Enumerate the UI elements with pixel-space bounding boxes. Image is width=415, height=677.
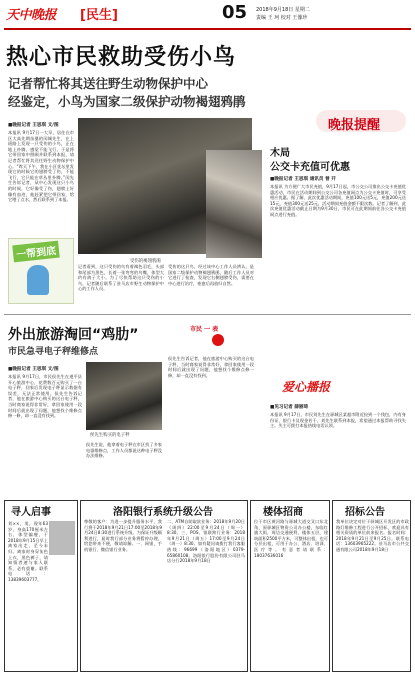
side-graphic xyxy=(8,238,74,304)
alert-title: 晚报提醒 xyxy=(328,118,381,133)
middle-photo-caption: 侯先生购买的电子秤 xyxy=(90,433,130,438)
middle-photo-scale xyxy=(86,362,162,430)
love-body: 本报讯 9月17日，市民刘先生在驿城区某超市附近捡到一个钱包，内有身份证、银行卡及现金若干，刘先生联系到本报，希望通过本报帮助寻找失主。失主可拨打本报热线电话认领。 xyxy=(270,412,406,429)
lead-byline: ■晚报记者 王思琪 文/图 xyxy=(8,123,59,128)
masthead-logo: 天中晚报 xyxy=(6,8,57,23)
section-divider xyxy=(4,314,411,315)
lead-photo-person xyxy=(206,150,262,258)
ad-recruit-title: 招标公告 xyxy=(345,507,385,518)
ad-missing-person xyxy=(4,500,78,672)
issue-date: 2018年9月18日 星期二 xyxy=(256,7,310,13)
lead-subhead-1: 记者帮忙将其送往野生动物保护中心 xyxy=(8,76,209,91)
figure-icon xyxy=(27,265,49,295)
middle-body-col2: 侯先生说，他拿着电子秤在市区找了多家电器维修点，工作人员都说这种电子秤没办法维修。 xyxy=(86,442,162,459)
ad-missing-title: 寻人启事 xyxy=(11,507,51,518)
side-graphic-label: 一帮到底 xyxy=(12,241,60,263)
lead-body-col3: 受伤的这只鸟，经过该中心工作人员辨认，是国家二级保护动物褐翅鸦鹃，随后工作人员对它进行了检查，发现它右侧翅膀受伤，需要在中心进行治疗，痊愈后再放归自然。 xyxy=(168,264,254,286)
ad-bank-body-left: 尊敬的客户：为进一步提升服务水平，我行将于2018年9月21日17:00至2018年9月24日8:30进行系统升级。为保证升级顺利进行，届时我行部分业务将暂停办理，给您带来不便，敬请谅解。一、网银、手机银行、微信银行业务。 xyxy=(84,519,162,552)
section-label: [民生] xyxy=(80,8,118,23)
editor-line: 责编 王 珂 校对 王豫珍 xyxy=(256,15,308,21)
love-title: 爱心播报 xyxy=(282,380,331,394)
alert-byline: ■晚报记者 王思琪 通讯员 曾 开 xyxy=(270,177,336,182)
love-box xyxy=(266,378,410,498)
missing-person-photo xyxy=(49,521,75,555)
lead-photo-caption: 受伤的褐翅鸦鹃 xyxy=(130,259,161,264)
alert-subhead: 公交卡充值可优惠 xyxy=(270,162,350,173)
ad-building-body: 位于市区黄河路与驿城大道交叉口东北角，原驿城区物资公司办公楼，东临红旗大街，周边交通便利，楼体五层，建筑面积2500平方米，可整体出租，也可分层出租，可用于办公、酒店、培训、医疗等。有意者请联系：18037636016 xyxy=(254,519,328,558)
lead-subhead-2: 经鉴定，小鸟为国家二级保护动物褐翅鸦鹃 xyxy=(8,94,246,109)
middle-headline: 外出旅游淘回“鸡肋” xyxy=(8,327,139,343)
ad-missing-body: 刘××，男，现年63岁，身高170厘米左右，体型偏瘦，于2018年9月15日早上离家出走，至今未归。离家时身穿灰色上衣，黑色裤子，请知情者速与家人联系，必有重谢。联系电话：13839603777。 xyxy=(8,521,48,582)
middle-body-col1: 本报讯 9月17日，市民侯先生在遂平县开心旅游中心，花费数百元购买了一台电子秤，回家后发现电子秤显示数据有误差，无法正常使用。侯先生告诉记者，他在旅游中心购买的这台电子秤，当时商家说得非常好，拿回家使用一段时间后就出现了问题，他想找个维修点修一修，却一直没有找到。 xyxy=(8,374,82,419)
lead-body-col2: 记者看到，这只受伤的鸟有着褐色羽毛，头部和尾部为黑色，长着一张弯弯的鸟嘴，体型大约有鸽子大小。为了尽快帮助这只受伤的小鸟，记者随后联系了驻马店市野生动物保护中心的工作人员。 xyxy=(78,264,164,292)
page-number: 05 xyxy=(222,2,248,23)
ad-bank-body-right: 二、ATM自助取款业务：2018年9月20日（周四）22:00至9月24日（周一）8:30。三、POS、银联跨行业务：2018年9月21日（周五）17:00至9月24日（周一）8:30。如有疑问请拨打我行客服热线：96699（洛阳地区）0379-65860108。洛阳银行股份有限公司驻马店分行2018年9月18日 xyxy=(167,519,245,564)
love-byline: ■见习记者 薛丽琦 xyxy=(270,405,309,410)
alert-body: 本报讯 为方便广大市民充值，9月17日起，市公交公司推出公交卡充值优惠活动，市民在活动期间到公交公司各充值网点为公交卡充值时，可享受相应优惠。据了解，此次优惠活动期间，充值100元送5元，充值200元送15元，充值300元送25元，活动期间充值金额不限次数。记者了解到，此次充值优惠活动截止日期为9月30日，市民可在此期间前往各公交卡充值网点进行充值。 xyxy=(270,184,406,217)
middle-body-col3: 侯先生告诉记者，他在旅游中心购买的这台电子秤，当时商家说得非常好，拿回家使用一段时间后就出现了问题，他想找个维修点修一修，却一直没有找到。 xyxy=(168,356,254,378)
phone-icon xyxy=(212,334,224,346)
middle-subhead: 市民急寻电子秤维修点 xyxy=(8,347,99,357)
ad-building-title: 楼体招商 xyxy=(263,507,303,518)
ad-bank-title: 洛阳银行系统升级公告 xyxy=(113,507,213,518)
phone-tag xyxy=(190,324,224,350)
ad-recruit xyxy=(332,500,411,672)
alert-box xyxy=(266,108,410,318)
lead-body-col1: 本报讯 9月17日一大早，居住在市区大高先期苗暴的闵城先生，在上班路上发现一只受伤的小鸟，正在地上扑腾，感觉不能飞行，于是将它带回家中照顾并联系到本报，请记者帮忙将其送往野生动物保护中心。“昨天下午，我在小区花坛里发现它的时候它的翅膀受了伤，不能飞行，它只能在草丛里扑腾。”闵先生告诉记者，从中心发现这只小鸟的时候，它好像受了伤，翅膀上好像有血迹，他赶紧把它带回家，给它喂了点水，然后联系到了本报。 xyxy=(8,130,74,203)
middle-byline: ■晚报记者 王思琪 文/图 xyxy=(8,367,59,372)
ad-recruit-body: 我单位决定对位于驿城区开发区的市政路灯维修工程进行公开招标，欢迎具有相关资质的单位前来报名。报名时间：2018年9月21日至9月25日。联系电话：13603965222。驻马店市公共交通有限公司2018年9月18日 xyxy=(336,519,409,552)
alert-headline: 木局 xyxy=(270,148,290,159)
phone-tag-text: 市民 一 表 xyxy=(190,326,219,333)
header-rule xyxy=(4,28,411,30)
ad-building xyxy=(250,500,330,672)
ad-bank-notice xyxy=(80,500,248,672)
lead-headline: 热心市民救助受伤小鸟 xyxy=(6,45,237,70)
